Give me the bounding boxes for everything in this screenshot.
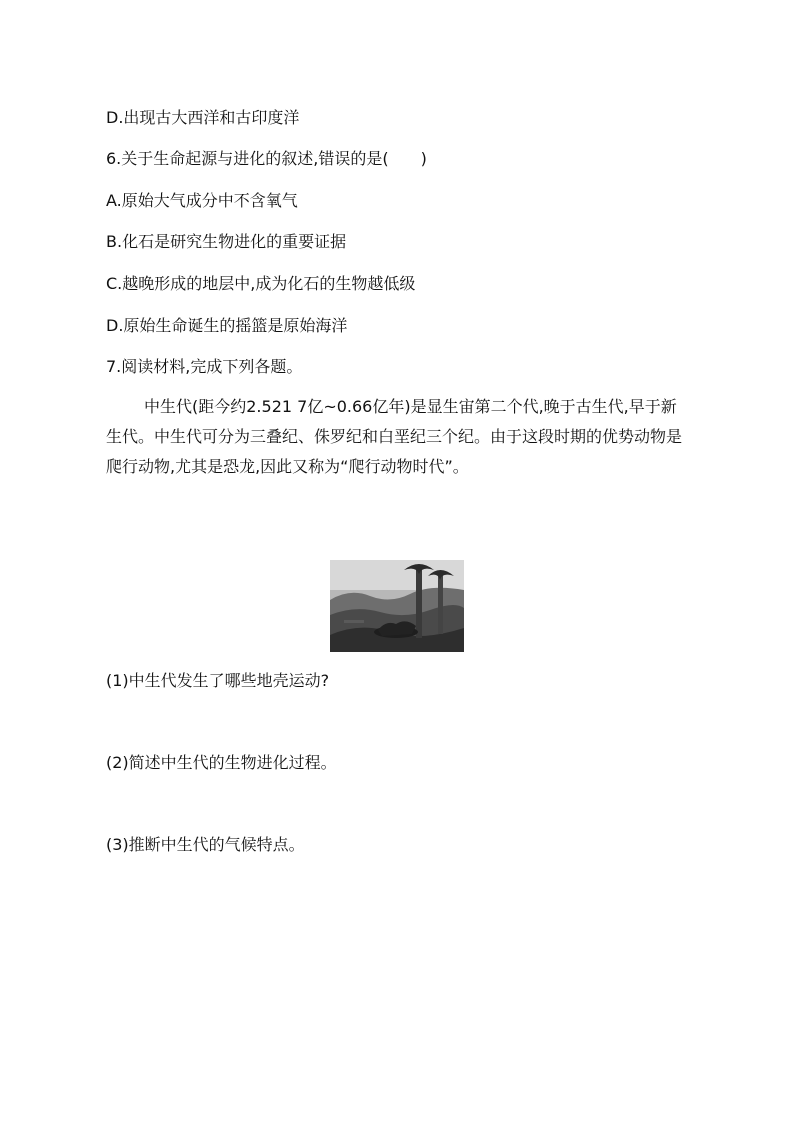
question-6-option-c: C.越晚形成的地层中,成为化石的生物越低级 (106, 274, 416, 293)
question-6-option-a: A.原始大气成分中不含氧气 (106, 191, 298, 210)
question-6-stem: 6.关于生命起源与进化的叙述,错误的是( ) (106, 149, 427, 168)
question-6-option-b: B.化石是研究生物进化的重要证据 (106, 232, 347, 251)
question-6-option-d: D.原始生命诞生的摇篮是原始海洋 (106, 316, 348, 335)
subquestion-3: (3)推断中生代的气候特点。 (106, 835, 305, 854)
subquestion-1: (1)中生代发生了哪些地壳运动? (106, 671, 330, 690)
question-7-stem: 7.阅读材料,完成下列各题。 (106, 357, 303, 376)
option-d-previous: D.出现古大西洋和古印度洋 (106, 108, 300, 127)
material-paragraph: 中生代(距今约2.521 7亿~0.66亿年)是显生宙第二个代,晚于古生代,早于新生代。中生代可分为三叠纪、侏罗纪和白垩纪三个纪。由于这段时期的优势动物是爬行动物,尤其是恐龙,因此又称为“爬行动物时代”。 (106, 397, 683, 476)
mesozoic-illustration (330, 560, 464, 652)
subquestion-2: (2)简述中生代的生物进化过程。 (106, 753, 337, 772)
